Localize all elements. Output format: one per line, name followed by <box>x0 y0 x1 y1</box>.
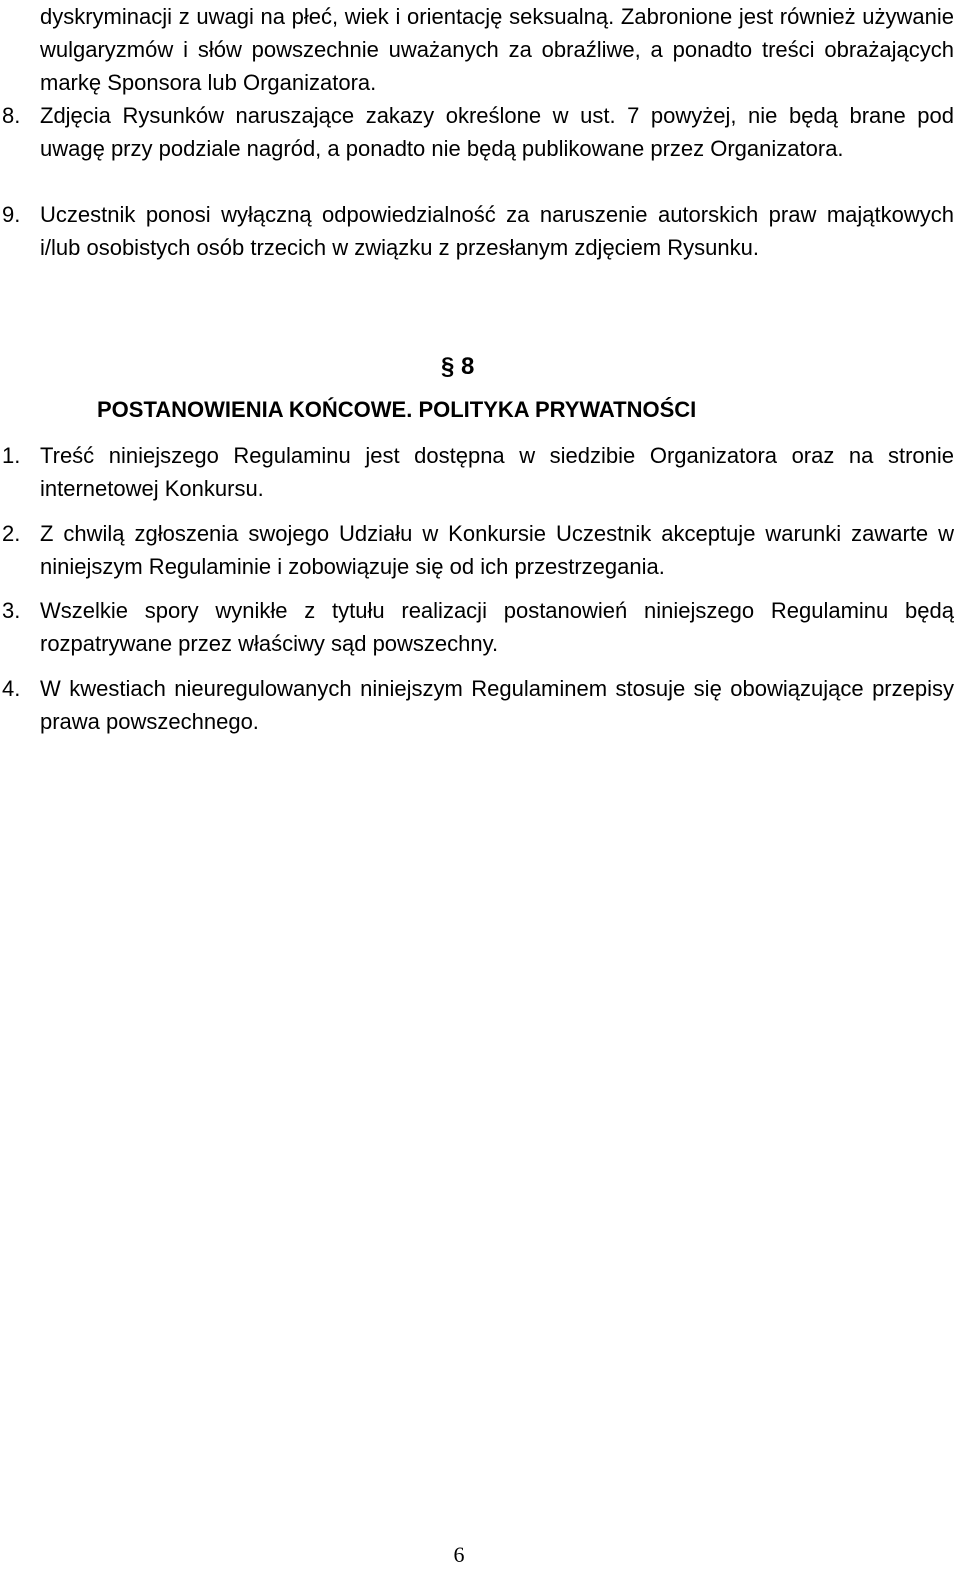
list-item-text: Uczestnik ponosi wyłączną odpowiedzialność za naruszenie autorskich praw majątkowych i/lub osobistych osób trzecich w związku z przesłanym zdjęciem Rysunku. <box>40 202 954 260</box>
list-item-text: Zdjęcia Rysunków naruszające zakazy określone w ust. 7 powyżej, nie będą brane pod uwagę przy podziale nagród, a ponadto nie będą publikowane przez Organizatora. <box>40 103 954 161</box>
section-title: POSTANOWIENIA KOŃCOWE. POLITYKA PRYWATNOŚCI <box>97 397 697 422</box>
page-number: 6 <box>453 1542 465 1567</box>
list-item-text: W kwestiach nieuregulowanych niniejszym Regulaminem stosuje się obowiązujące przepisy prawa powszechnego. <box>40 676 954 734</box>
list-item-text: Wszelkie spory wynikłe z tytułu realizacji postanowień niniejszego Regulaminu będą rozpatrywane przez właściwy sąd powszechny. <box>40 598 954 656</box>
list-item-number: 2. <box>2 521 21 546</box>
list-item-number: 4. <box>2 676 21 701</box>
list-item-number: 9. <box>2 202 21 227</box>
list-item-number: 1. <box>2 443 21 468</box>
list-item-number: 3. <box>2 598 21 623</box>
list-item-text: Treść niniejszego Regulaminu jest dostępna w siedzibie Organizatora oraz na stronie internetowej Konkursu. <box>40 443 954 501</box>
list-item-number: 8. <box>2 103 21 128</box>
continuation-paragraph: dyskryminacji z uwagi na płeć, wiek i orientację seksualną. Zabronione jest również używanie wulgaryzmów i słów powszechnie uważanych za obraźliwe, a ponadto treści obrażających markę Sponsora lub Organizatora. <box>40 4 954 95</box>
list-item-text: Z chwilą zgłoszenia swojego Udziału w Konkursie Uczestnik akceptuje warunki zawarte w niniejszym Regulaminie i zobowiązuje się od ich przestrzegania. <box>40 521 954 579</box>
section-number: § 8 <box>441 353 475 380</box>
